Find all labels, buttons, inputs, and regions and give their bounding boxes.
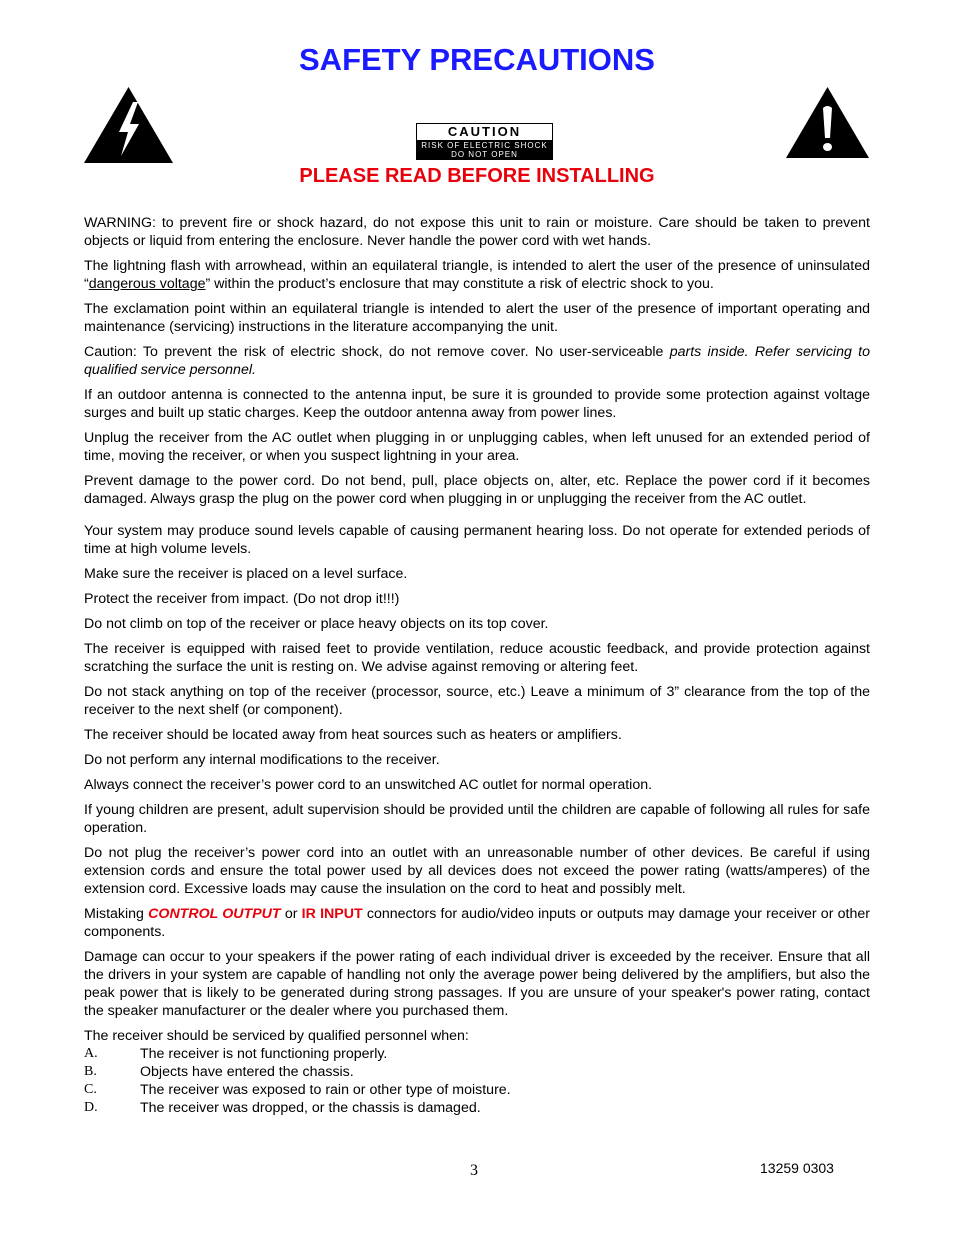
paragraph-impact: Protect the receiver from impact. (Do not drop it!!!) <box>84 591 400 607</box>
paragraph-heat: The receiver should be located away from heat sources such as heaters or amplifiers. <box>84 727 622 743</box>
document-number: 13259 0303 <box>760 1160 834 1176</box>
paragraph-service: The receiver should be serviced by qualified personnel when: <box>84 1028 469 1044</box>
page-title: SAFETY PRECAUTIONS <box>299 42 655 77</box>
paragraph-climb: Do not climb on top of the receiver or place heavy objects on its top cover. <box>84 616 549 632</box>
paragraph-warning: WARNING: to prevent fire or shock hazard, do not expose this unit to rain or moisture. Care should be taken to prevent objects or liquid from entering the enclosure. Never handle the power cord with wet hands. <box>84 215 870 249</box>
lightning-triangle-icon <box>83 86 174 164</box>
caution-line-1: RISK OF ELECTRIC SHOCK <box>421 141 548 150</box>
paragraph-stack: Do not stack anything on top of the receiver (processor, source, etc.) Leave a minimum of 3” clearance from the top of the receiver to the next shelf (or component). <box>84 684 870 718</box>
list-item: D. The receiver was dropped, or the chassis is damaged. <box>84 1100 481 1116</box>
paragraph-antenna: If an outdoor antenna is connected to the antenna input, be sure it is grounded to provide some protection against voltage surges and built up static charges. Keep the outdoor antenna away from power lines. <box>84 387 870 421</box>
paragraph-unplug: Unplug the receiver from the AC outlet when plugging in or unplugging cables, when left unused for an extended period of time, moving the receiver, or when you suspect lightning in your area. <box>84 430 870 464</box>
paragraph-feet: The receiver is equipped with raised feet to provide ventilation, reduce acoustic feedback, and provide protection against scratching the surface the unit is resting on. We advise against removing or altering feet. <box>84 641 870 675</box>
paragraph-outlet: Always connect the receiver’s power cord to an unswitched AC outlet for normal operation. <box>84 777 653 793</box>
paragraph-hearing: Your system may produce sound levels capable of causing permanent hearing loss. Do not operate for extended periods of time at high volume levels. <box>84 523 870 557</box>
paragraph-exclamation: The exclamation point within an equilateral triangle is intended to alert the user of the presence of important operating and maintenance (servicing) instructions in the literature accompanying the unit. <box>84 301 870 335</box>
page-number: 3 <box>470 1162 478 1179</box>
dangerous-voltage-text: dangerous voltage <box>88 276 206 292</box>
control-output-text: CONTROL OUTPUT <box>148 906 281 922</box>
caution-label <box>416 123 553 160</box>
paragraph-speakers: Damage can occur to your speakers if the power rating of each individual driver is exceeded by the receiver. Ensure that all the drivers in your system are capable of handling not only the average power being delivered by the amplifiers, but also the peak power that is likely to be generated during strong passages. If you are unsure of your speaker's power rating, contact the speaker manufacturer or the dealer where you purchased them. <box>84 949 870 1019</box>
paragraph-power-cord: Prevent damage to the power cord. Do not bend, pull, place objects on, alter, etc. Replace the power cord if it becomes damaged. Always grasp the plug on the power cord when plugging in or unplugging the receiver from the AC outlet. <box>84 473 870 507</box>
paragraph-level-surface: Make sure the receiver is placed on a level surface. <box>84 566 408 582</box>
list-item: B. Objects have entered the chassis. <box>84 1064 354 1080</box>
paragraph-children: If young children are present, adult supervision should be provided until the children are capable of following all rules for safe operation. <box>84 802 870 836</box>
paragraph-lightning: The lightning flash with arrowhead, within an equilateral triangle, is intended to alert the user of the presence of uninsulated “dangerous voltage” within the product’s enclosure that may constitute a risk of electric shock to you. <box>84 258 870 292</box>
paragraph-extension: Do not plug the receiver’s power cord into an outlet with an unreasonable number of other devices. Be careful if using extension cords and ensure the total power used by all devices does not exceed the power rating (watts/amperes) of the extension cord. Excessive loads may cause the insulation on the cord to heat and possibly melt. <box>84 845 870 897</box>
caution-title: CAUTION <box>417 124 552 140</box>
exclamation-triangle-icon <box>785 86 870 159</box>
caution-warning <box>417 140 552 160</box>
list-item: C. The receiver was exposed to rain or other type of moisture. <box>84 1082 511 1098</box>
paragraph-caution: Caution: To prevent the risk of electric shock, do not remove cover. No user-serviceable parts inside. Refer servicing to qualified service personnel. <box>84 344 870 378</box>
precautions-body <box>84 214 870 1117</box>
paragraph-modifications: Do not perform any internal modifications to the receiver. <box>84 752 440 768</box>
caution-line-2: DO NOT OPEN <box>451 150 518 159</box>
paragraph-connectors: Mistaking CONTROL OUTPUT or IR INPUT connectors for audio/video inputs or outputs may damage your receiver or other components. <box>84 906 870 940</box>
service-list <box>84 1045 870 1117</box>
section-subtitle: PLEASE READ BEFORE INSTALLING <box>299 165 655 187</box>
list-item: A. The receiver is not functioning properly. <box>84 1046 388 1062</box>
ir-input-text: IR INPUT <box>301 906 363 922</box>
